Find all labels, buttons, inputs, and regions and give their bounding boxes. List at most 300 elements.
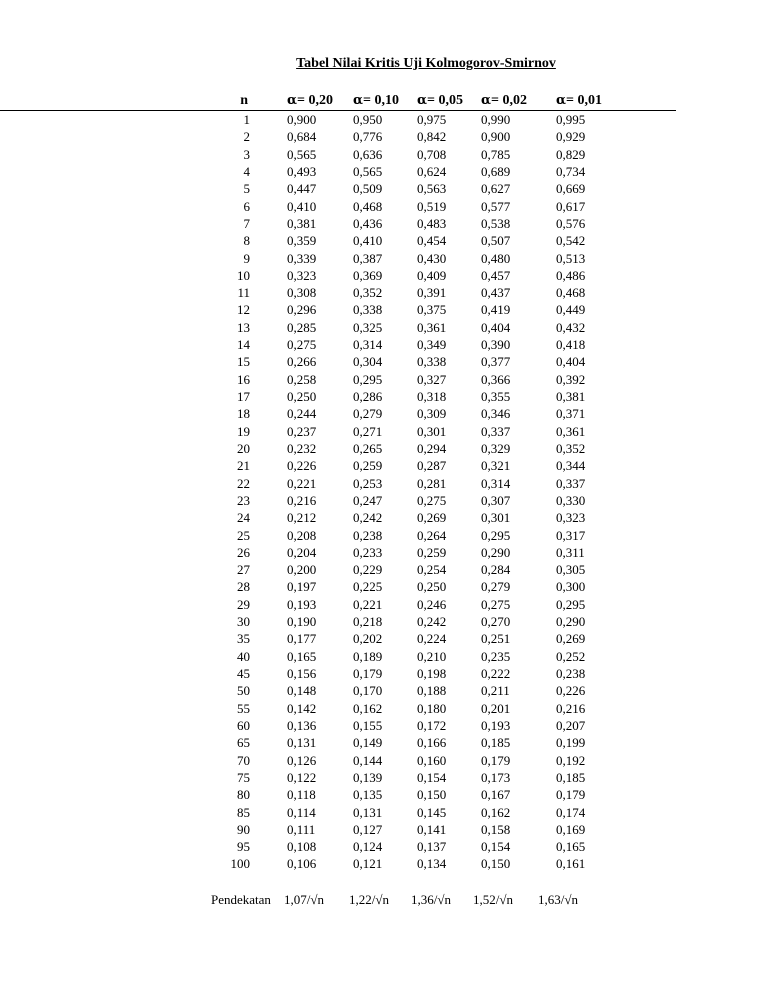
- cell-value-005: 0,519: [417, 198, 447, 214]
- cell-value-010: 0,369: [353, 267, 383, 283]
- cell-n: 70: [237, 752, 250, 768]
- cell-n: 16: [237, 371, 250, 387]
- cell-value-010: 0,139: [353, 769, 383, 785]
- cell-n: 9: [243, 250, 250, 266]
- row-gap: [250, 544, 287, 561]
- row-spacer: [0, 786, 142, 803]
- row-spacer: [0, 475, 142, 492]
- cell-value-002: 0,346: [481, 406, 511, 422]
- cell-value-005: 0,327: [417, 371, 447, 387]
- cell-n: 12: [237, 302, 250, 318]
- row-gap: [250, 838, 287, 855]
- cell-value-020: 0,136: [287, 717, 317, 733]
- cell-value-005: 0,318: [417, 389, 447, 404]
- cell-n: 30: [237, 614, 250, 630]
- row-spacer: [0, 700, 142, 717]
- cell-value-005: 0,180: [417, 700, 447, 716]
- cell-n: 55: [237, 700, 250, 716]
- cell-value-010: 0,352: [353, 285, 383, 301]
- cell-value-020: 0,204: [287, 544, 317, 560]
- table-row: [0, 752, 676, 769]
- row-spacer: [0, 284, 142, 301]
- cell-value-002: 0,900: [481, 129, 511, 145]
- cell-value-005: 0,259: [417, 544, 447, 560]
- row-gap: [250, 475, 287, 492]
- cell-n: 75: [237, 769, 250, 785]
- cell-value-020: 0,237: [287, 423, 317, 439]
- cell-value-001: 0,226: [556, 683, 586, 699]
- cell-value-001: 0,449: [556, 302, 586, 318]
- cell-value-005: 0,264: [417, 527, 447, 543]
- cell-value-010: 0,170: [353, 683, 383, 699]
- row-gap: [250, 353, 287, 370]
- cell-value-002: 0,577: [481, 198, 511, 214]
- table-row: [0, 804, 676, 821]
- cell-value-020: 0,142: [287, 700, 317, 716]
- table-row: [0, 578, 676, 595]
- cell-value-001: 0,617: [556, 198, 586, 214]
- approximation-value-001: 1,63/√n: [538, 892, 578, 907]
- cell-value-001: 0,216: [556, 700, 586, 716]
- cell-n: 28: [237, 579, 250, 595]
- cell-value-001: 0,361: [556, 423, 586, 439]
- row-spacer: [0, 267, 142, 284]
- table-row: [0, 630, 676, 647]
- row-gap: [250, 423, 287, 440]
- cell-value-020: 0,114: [287, 804, 316, 820]
- cell-value-001: 0,352: [556, 440, 586, 456]
- cell-n: 2: [243, 129, 250, 145]
- cell-value-005: 0,254: [417, 562, 447, 578]
- row-spacer: [0, 457, 142, 474]
- cell-value-001: 0,330: [556, 492, 586, 508]
- cell-value-002: 0,329: [481, 440, 511, 456]
- table-body: [0, 111, 676, 873]
- table-row: [0, 440, 676, 457]
- cell-value-002: 0,538: [481, 215, 511, 231]
- row-gap: [250, 111, 287, 129]
- cell-value-005: 0,409: [417, 267, 447, 283]
- cell-value-020: 0,212: [287, 510, 317, 526]
- cell-value-005: 0,172: [417, 717, 447, 733]
- row-gap: [250, 700, 287, 717]
- cell-value-020: 0,108: [287, 839, 317, 855]
- cell-value-010: 0,314: [353, 337, 383, 353]
- table-row: [0, 353, 676, 370]
- cell-value-002: 0,185: [481, 735, 511, 751]
- row-gap: [250, 804, 287, 821]
- row-spacer: [0, 232, 142, 249]
- cell-value-002: 0,179: [481, 752, 511, 768]
- cell-value-005: 0,361: [417, 319, 447, 335]
- header-spacer: [250, 92, 287, 111]
- row-gap: [250, 527, 287, 544]
- row-spacer: [0, 561, 142, 578]
- cell-n: 7: [243, 215, 250, 231]
- cell-value-020: 0,221: [287, 475, 317, 491]
- cell-value-001: 0,486: [556, 267, 586, 283]
- cell-value-001: 0,344: [556, 458, 586, 474]
- cell-value-005: 0,375: [417, 302, 447, 318]
- table-row: [0, 111, 676, 129]
- row-spacer: [0, 682, 142, 699]
- cell-n: 25: [237, 527, 250, 543]
- cell-value-020: 0,339: [287, 250, 317, 266]
- row-spacer: [0, 388, 142, 405]
- row-spacer: [0, 769, 142, 786]
- cell-n: 80: [237, 787, 250, 803]
- cell-value-002: 0,337: [481, 423, 511, 439]
- row-spacer: [0, 613, 142, 630]
- row-spacer: [0, 440, 142, 457]
- cell-value-002: 0,279: [481, 579, 511, 595]
- approximation-value-010: 1,22/√n: [349, 892, 389, 907]
- row-gap: [250, 388, 287, 405]
- cell-value-005: 0,210: [417, 648, 447, 664]
- table-row: [0, 613, 676, 630]
- cell-n: 14: [237, 337, 250, 353]
- cell-value-010: 0,238: [353, 527, 383, 543]
- row-spacer: [0, 301, 142, 318]
- cell-value-001: 0,295: [556, 596, 586, 612]
- cell-value-001: 0,305: [556, 562, 586, 578]
- cell-value-020: 0,190: [287, 614, 317, 630]
- cell-value-020: 0,122: [287, 769, 317, 785]
- table-row: [0, 405, 676, 422]
- cell-value-001: 0,404: [556, 354, 586, 370]
- page-title: Tabel Nilai Kritis Uji Kolmogorov-Smirnov: [296, 56, 556, 71]
- cell-value-010: 0,304: [353, 354, 383, 370]
- cell-value-002: 0,222: [481, 666, 511, 681]
- cell-value-020: 0,359: [287, 233, 317, 249]
- table-row: [0, 682, 676, 699]
- table-row: [0, 821, 676, 838]
- row-spacer: [0, 717, 142, 734]
- cell-value-002: 0,457: [481, 267, 511, 283]
- cell-n: 19: [237, 423, 250, 439]
- cell-value-002: 0,307: [481, 492, 511, 508]
- cell-value-010: 0,162: [353, 700, 383, 716]
- row-gap: [250, 509, 287, 526]
- row-spacer: [0, 752, 142, 769]
- cell-value-020: 0,244: [287, 406, 317, 422]
- cell-value-020: 0,197: [287, 579, 317, 595]
- cell-value-005: 0,563: [417, 181, 447, 197]
- table-row: [0, 180, 676, 197]
- cell-value-002: 0,295: [481, 527, 511, 543]
- critical-values-table: [0, 92, 676, 873]
- cell-value-002: 0,270: [481, 614, 511, 630]
- cell-value-020: 0,126: [287, 752, 317, 768]
- table-row: [0, 596, 676, 613]
- cell-value-001: 0,185: [556, 769, 586, 785]
- cell-value-001: 0,207: [556, 717, 586, 733]
- cell-n: 40: [237, 648, 250, 664]
- cell-n: 65: [237, 735, 250, 751]
- row-gap: [250, 613, 287, 630]
- row-spacer: [0, 353, 142, 370]
- cell-n: 6: [243, 198, 250, 214]
- cell-value-005: 0,246: [417, 596, 447, 612]
- row-gap: [250, 232, 287, 249]
- row-gap: [250, 769, 287, 786]
- cell-value-001: 0,468: [556, 285, 586, 301]
- cell-value-010: 0,286: [353, 389, 383, 404]
- table-row: [0, 371, 676, 388]
- cell-value-005: 0,309: [417, 406, 447, 422]
- cell-value-020: 0,296: [287, 302, 317, 318]
- row-gap: [250, 336, 287, 353]
- row-spacer: [0, 371, 142, 388]
- cell-value-010: 0,229: [353, 562, 383, 578]
- header-alpha-001: α= 0,01: [556, 92, 676, 111]
- cell-value-005: 0,188: [417, 683, 447, 699]
- row-spacer: [0, 734, 142, 751]
- table-row: [0, 301, 676, 318]
- cell-value-020: 0,148: [287, 683, 317, 699]
- cell-n: 17: [237, 389, 250, 404]
- cell-value-010: 0,233: [353, 544, 383, 560]
- cell-value-005: 0,275: [417, 492, 447, 508]
- header-alpha-002: α= 0,02: [481, 92, 556, 111]
- row-gap: [250, 682, 287, 699]
- cell-value-005: 0,141: [417, 821, 447, 837]
- cell-value-002: 0,150: [481, 856, 511, 872]
- cell-value-005: 0,338: [417, 354, 447, 370]
- cell-n: 26: [237, 544, 250, 560]
- table-row: [0, 388, 676, 405]
- row-spacer: [0, 111, 142, 129]
- cell-value-002: 0,990: [481, 112, 511, 127]
- row-spacer: [0, 855, 142, 872]
- table-row: [0, 128, 676, 145]
- cell-value-020: 0,447: [287, 181, 317, 197]
- cell-value-010: 0,636: [353, 146, 383, 162]
- cell-value-002: 0,355: [481, 389, 511, 404]
- table-row: [0, 319, 676, 336]
- cell-n: 11: [237, 285, 250, 301]
- cell-value-005: 0,430: [417, 250, 447, 266]
- row-gap: [250, 440, 287, 457]
- cell-n: 15: [237, 354, 250, 370]
- cell-n: 22: [237, 475, 250, 491]
- row-spacer: [0, 336, 142, 353]
- row-gap: [250, 198, 287, 215]
- cell-value-020: 0,111: [287, 821, 316, 837]
- row-gap: [250, 319, 287, 336]
- row-spacer: [0, 665, 142, 682]
- cell-value-005: 0,294: [417, 440, 447, 456]
- row-spacer: [0, 215, 142, 232]
- cell-value-020: 0,106: [287, 856, 317, 872]
- cell-value-001: 0,576: [556, 215, 586, 231]
- cell-value-020: 0,565: [287, 146, 317, 162]
- row-gap: [250, 267, 287, 284]
- cell-value-002: 0,284: [481, 562, 511, 578]
- cell-n: 23: [237, 492, 250, 508]
- table-row: [0, 544, 676, 561]
- cell-value-005: 0,137: [417, 839, 447, 855]
- cell-value-010: 0,325: [353, 319, 383, 335]
- row-gap: [250, 215, 287, 232]
- cell-value-002: 0,290: [481, 544, 511, 560]
- cell-n: 13: [237, 319, 250, 335]
- row-gap: [250, 717, 287, 734]
- cell-value-001: 0,542: [556, 233, 586, 249]
- cell-n: 100: [230, 856, 250, 872]
- header-alpha-005: α= 0,05: [417, 92, 481, 111]
- cell-value-002: 0,201: [481, 700, 511, 716]
- table-row: [0, 786, 676, 803]
- cell-value-001: 0,269: [556, 631, 586, 647]
- cell-value-020: 0,226: [287, 458, 317, 474]
- cell-value-001: 0,179: [556, 787, 586, 803]
- row-gap: [250, 821, 287, 838]
- cell-value-001: 0,311: [556, 544, 585, 560]
- row-gap: [250, 786, 287, 803]
- row-spacer: [0, 509, 142, 526]
- cell-value-010: 0,265: [353, 440, 383, 456]
- row-gap: [250, 855, 287, 872]
- cell-value-002: 0,301: [481, 510, 511, 526]
- cell-value-005: 0,454: [417, 233, 447, 249]
- table-header-row: [0, 92, 676, 111]
- cell-value-001: 0,238: [556, 666, 586, 681]
- cell-value-002: 0,321: [481, 458, 511, 474]
- table-row: [0, 146, 676, 163]
- cell-value-002: 0,366: [481, 371, 511, 387]
- cell-value-020: 0,381: [287, 215, 317, 231]
- cell-value-020: 0,900: [287, 112, 317, 127]
- cell-value-005: 0,624: [417, 163, 447, 179]
- cell-value-001: 0,669: [556, 181, 586, 197]
- cell-n: 85: [237, 804, 250, 820]
- cell-value-005: 0,349: [417, 337, 447, 353]
- cell-n: 8: [243, 233, 250, 249]
- row-spacer: [0, 146, 142, 163]
- table-row: [0, 232, 676, 249]
- cell-value-010: 0,410: [353, 233, 383, 249]
- table-row: [0, 336, 676, 353]
- cell-value-010: 0,218: [353, 614, 383, 630]
- row-gap: [250, 665, 287, 682]
- cell-value-010: 0,135: [353, 787, 383, 803]
- row-gap: [250, 561, 287, 578]
- cell-value-020: 0,193: [287, 596, 317, 612]
- cell-value-002: 0,167: [481, 787, 511, 803]
- cell-value-010: 0,295: [353, 371, 383, 387]
- table-row: [0, 561, 676, 578]
- table-row: [0, 769, 676, 786]
- cell-n: 4: [243, 163, 250, 179]
- cell-n: 35: [237, 631, 250, 647]
- table-row: [0, 198, 676, 215]
- cell-value-020: 0,232: [287, 440, 317, 456]
- row-gap: [250, 405, 287, 422]
- cell-value-010: 0,221: [353, 596, 383, 612]
- header-spacer: [0, 92, 142, 111]
- cell-value-005: 0,391: [417, 285, 447, 301]
- approximation-row: [0, 892, 768, 912]
- row-spacer: [0, 821, 142, 838]
- row-gap: [250, 284, 287, 301]
- approximation-value-002: 1,52/√n: [473, 892, 513, 907]
- cell-n: 95: [237, 839, 250, 855]
- cell-n: 3: [243, 146, 250, 162]
- table-row: [0, 423, 676, 440]
- cell-value-010: 0,225: [353, 579, 383, 595]
- cell-n: 1: [243, 112, 250, 127]
- cell-value-020: 0,156: [287, 666, 317, 681]
- cell-value-010: 0,247: [353, 492, 383, 508]
- cell-value-010: 0,259: [353, 458, 383, 474]
- row-gap: [250, 146, 287, 163]
- row-gap: [250, 578, 287, 595]
- cell-value-010: 0,338: [353, 302, 383, 318]
- cell-value-005: 0,134: [417, 856, 447, 872]
- row-spacer: [0, 630, 142, 647]
- cell-value-005: 0,160: [417, 752, 447, 768]
- cell-value-020: 0,118: [287, 787, 316, 803]
- cell-value-002: 0,689: [481, 163, 511, 179]
- row-gap: [250, 180, 287, 197]
- cell-value-005: 0,250: [417, 579, 447, 595]
- cell-value-010: 0,565: [353, 163, 383, 179]
- cell-value-020: 0,177: [287, 631, 317, 647]
- cell-n: 50: [237, 683, 250, 699]
- cell-n: 5: [243, 181, 250, 197]
- row-spacer: [0, 198, 142, 215]
- table-row: [0, 734, 676, 751]
- cell-value-010: 0,189: [353, 648, 383, 664]
- cell-n: 60: [237, 717, 250, 733]
- row-spacer: [0, 405, 142, 422]
- cell-value-005: 0,975: [417, 112, 447, 127]
- table-row: [0, 648, 676, 665]
- cell-value-020: 0,131: [287, 735, 317, 751]
- cell-value-002: 0,419: [481, 302, 511, 318]
- row-gap: [250, 648, 287, 665]
- row-spacer: [0, 596, 142, 613]
- table-row: [0, 492, 676, 509]
- cell-value-001: 0,929: [556, 129, 586, 145]
- cell-value-001: 0,199: [556, 735, 586, 751]
- row-gap: [250, 250, 287, 267]
- cell-value-010: 0,950: [353, 112, 383, 127]
- cell-value-001: 0,371: [556, 406, 586, 422]
- cell-value-001: 0,252: [556, 648, 586, 664]
- cell-value-005: 0,150: [417, 787, 447, 803]
- row-spacer: [0, 250, 142, 267]
- cell-value-002: 0,785: [481, 146, 511, 162]
- cell-value-010: 0,387: [353, 250, 383, 266]
- cell-value-005: 0,198: [417, 666, 447, 681]
- row-gap: [250, 371, 287, 388]
- cell-value-020: 0,200: [287, 562, 317, 578]
- cell-value-020: 0,323: [287, 267, 317, 283]
- cell-value-002: 0,193: [481, 717, 511, 733]
- cell-value-010: 0,144: [353, 752, 383, 768]
- cell-n: 29: [237, 596, 250, 612]
- header-alpha-020: α= 0,20: [287, 92, 353, 111]
- cell-value-020: 0,208: [287, 527, 317, 543]
- cell-value-001: 0,734: [556, 163, 586, 179]
- cell-value-010: 0,121: [353, 856, 383, 872]
- cell-value-005: 0,287: [417, 458, 447, 474]
- cell-value-010: 0,202: [353, 631, 383, 647]
- row-spacer: [0, 838, 142, 855]
- cell-value-010: 0,155: [353, 717, 383, 733]
